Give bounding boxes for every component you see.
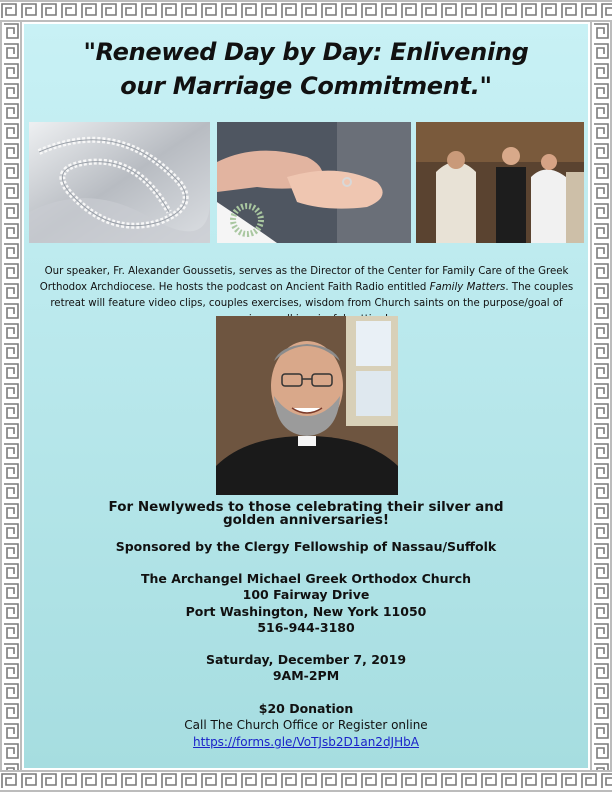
border-top [0,0,612,22]
registration-link-wrap [24,734,588,750]
church-name: The Archangel Michael Greek Orthodox Church [140,571,472,586]
intro-text-end: . The couples retreat will feature video clips, couples exercises, wisdom from Church saints on the purpose/goal of [50,282,574,310]
flyer-panel [24,24,588,768]
border-bottom [0,770,612,792]
event-date: Saturday, December 7, 2019 [205,652,407,667]
ring-exchange-photo [217,122,411,243]
church-phone: 516-944-3180 [257,620,355,635]
sponsor-text: Sponsored by the Clergy Fellowship of Nassau/Suffolk [115,539,497,554]
registration-link[interactable]: https://forms.gle/VoTJsb2D1an2dJHbA [193,735,419,749]
flyer-title-line-2: our Marriage Commitment." [120,72,492,100]
border-left [0,22,22,770]
flyer-title-line-1: "Renewed Day by Day: Enlivening [83,38,529,66]
podcast-title: Family Matters [429,282,506,294]
intro-text-start: Our speaker, Fr. Alexander Goussetis, serves as the Director of the Center for Family Care of the Greek Orthodox Archdiocese. He hosts the podcast on Ancient Faith Radio entitled [39,266,569,294]
speaker-portrait-photo [216,316,398,495]
wedding-ceremony-photo [416,122,584,243]
anniversary-heading-line-2: golden anniversaries! [222,512,390,528]
anniversary-heading-line-1: For Newlyweds to those celebrating their silver and [108,499,504,515]
donation-amount: $20 Donation [258,701,354,716]
church-city: Port Washington, New York 11050 [185,604,427,619]
event-time: 9AM-2PM [272,668,340,683]
wedding-crowns-photo [29,122,210,243]
registration-instructions: Call The Church Office or Register online [184,718,428,732]
church-street: 100 Fairway Drive [242,587,370,602]
border-right [590,22,612,770]
